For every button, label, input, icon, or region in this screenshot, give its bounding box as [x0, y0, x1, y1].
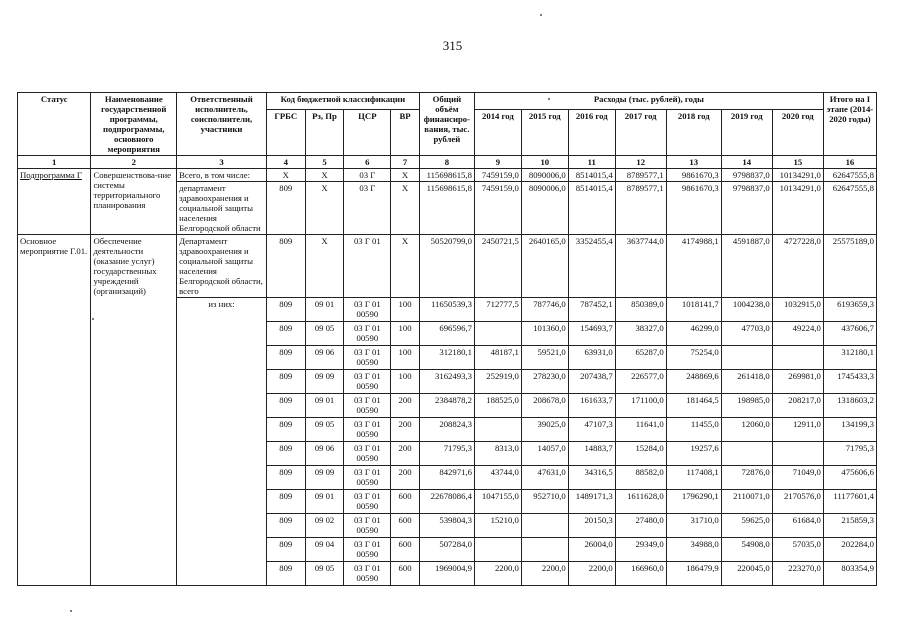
total-funding-cell: 50520799,0	[419, 235, 474, 298]
page-number: 315	[442, 38, 463, 53]
stage-total-cell: 71795,3	[823, 442, 876, 466]
scan-speck	[70, 610, 72, 612]
total-funding-cell: 208824,3	[419, 418, 474, 442]
header-year: 2018 год	[666, 110, 721, 156]
rzpr-cell: 09 05	[305, 562, 344, 586]
vr-cell: 200	[391, 418, 420, 442]
total-funding-cell: 2384878,2	[419, 394, 474, 418]
year-2020-cell: 57035,0	[772, 538, 823, 562]
csr-cell: 03 Г 01 00590	[344, 562, 391, 586]
column-number: 16	[823, 156, 876, 169]
year-2018-cell: 34988,0	[666, 538, 721, 562]
rzpr-cell: Х	[305, 235, 344, 298]
grbs-cell: Х	[266, 169, 305, 182]
year-2018-cell: 11455,0	[666, 418, 721, 442]
grbs-cell: 809	[266, 182, 305, 235]
year-2020-cell: 223270,0	[772, 562, 823, 586]
year-2018-cell: 46299,0	[666, 322, 721, 346]
year-2015-cell: 2200,0	[521, 562, 568, 586]
header-vr: ВР	[391, 110, 420, 156]
year-2015-cell	[521, 514, 568, 538]
year-2016-cell: 8514015,4	[568, 182, 615, 235]
rzpr-cell: 09 06	[305, 346, 344, 370]
year-2018-cell: 181464,5	[666, 394, 721, 418]
stage-total-cell: 62647555,8	[823, 182, 876, 235]
year-2015-cell: 59521,0	[521, 346, 568, 370]
year-2017-cell: 3637744,0	[615, 235, 666, 298]
column-number: 10	[521, 156, 568, 169]
total-funding-cell: 1969004,9	[419, 562, 474, 586]
total-funding-cell: 539804,3	[419, 514, 474, 538]
total-funding-cell: 507284,0	[419, 538, 474, 562]
year-2017-cell: 166960,0	[615, 562, 666, 586]
year-2018-cell: 9861670,3	[666, 182, 721, 235]
stage-total-cell: 6193659,3	[823, 298, 876, 322]
rzpr-cell: 09 06	[305, 442, 344, 466]
column-number: 15	[772, 156, 823, 169]
year-2019-cell	[721, 442, 772, 466]
year-2020-cell	[772, 346, 823, 370]
year-2019-cell: 12060,0	[721, 418, 772, 442]
csr-cell: 03 Г 01 00590	[344, 298, 391, 322]
year-2016-cell: 26004,0	[568, 538, 615, 562]
header-rzpr: Рз, Пр	[305, 110, 344, 156]
rzpr-cell: 09 05	[305, 418, 344, 442]
column-number: 1	[18, 156, 91, 169]
status-cell: Подпрограмма Г	[18, 169, 91, 235]
year-2017-cell: 11641,0	[615, 418, 666, 442]
rzpr-cell: 09 01	[305, 298, 344, 322]
year-2016-cell: 2200,0	[568, 562, 615, 586]
header-stage-total: Итого на I этапе (2014-2020 годы)	[823, 93, 876, 156]
year-2019-cell: 9798837,0	[721, 182, 772, 235]
year-2014-cell: 2200,0	[474, 562, 521, 586]
rzpr-cell: 09 01	[305, 490, 344, 514]
responsible-cell: Департамент здравоохранения и социальной защиты населения Белгородской области, всего	[177, 235, 267, 298]
year-2020-cell: 2170576,0	[772, 490, 823, 514]
column-number: 8	[419, 156, 474, 169]
year-2018-cell: 117408,1	[666, 466, 721, 490]
year-2016-cell: 34316,5	[568, 466, 615, 490]
csr-cell: 03 Г 01 00590	[344, 346, 391, 370]
year-2017-cell: 171100,0	[615, 394, 666, 418]
grbs-cell: 809	[266, 298, 305, 322]
header-expenses: Расходы (тыс. рублей), годы	[474, 93, 823, 110]
year-2014-cell: 48187,1	[474, 346, 521, 370]
vr-cell: 200	[391, 466, 420, 490]
grbs-cell: 809	[266, 538, 305, 562]
csr-cell: 03 Г 01 00590	[344, 394, 391, 418]
year-2016-cell: 47107,3	[568, 418, 615, 442]
year-2015-cell: 47631,0	[521, 466, 568, 490]
vr-cell: Х	[391, 182, 420, 235]
year-2015-cell: 278230,0	[521, 370, 568, 394]
year-2014-cell: 1047155,0	[474, 490, 521, 514]
scan-speck	[92, 318, 94, 320]
column-number: 11	[568, 156, 615, 169]
year-2014-cell: 188525,0	[474, 394, 521, 418]
year-2020-cell: 10134291,0	[772, 182, 823, 235]
header-budget-code: Код бюджетной классификации	[266, 93, 419, 110]
column-number: 6	[344, 156, 391, 169]
stage-total-cell: 215859,3	[823, 514, 876, 538]
year-2020-cell: 269981,0	[772, 370, 823, 394]
year-2014-cell: 8313,0	[474, 442, 521, 466]
stage-total-cell: 475606,6	[823, 466, 876, 490]
total-funding-cell: 842971,6	[419, 466, 474, 490]
stage-total-cell: 134199,3	[823, 418, 876, 442]
year-2019-cell: 4591887,0	[721, 235, 772, 298]
vr-cell: 200	[391, 394, 420, 418]
scan-speck	[548, 98, 550, 100]
year-2015-cell: 39025,0	[521, 418, 568, 442]
year-2018-cell: 4174988,1	[666, 235, 721, 298]
year-2020-cell: 12911,0	[772, 418, 823, 442]
csr-cell: 03 Г 01 00590	[344, 490, 391, 514]
grbs-cell: 809	[266, 466, 305, 490]
year-2018-cell: 186479,9	[666, 562, 721, 586]
name-cell: Обеспечение деятельности (оказание услуг) государственных учреждений (организаций)	[91, 235, 177, 586]
vr-cell: 600	[391, 538, 420, 562]
csr-cell: 03 Г	[344, 169, 391, 182]
column-number: 2	[91, 156, 177, 169]
header-year: 2020 год	[772, 110, 823, 156]
year-2018-cell: 1018141,7	[666, 298, 721, 322]
year-2014-cell: 712777,5	[474, 298, 521, 322]
year-2015-cell: 14057,0	[521, 442, 568, 466]
year-2016-cell: 3352455,4	[568, 235, 615, 298]
year-2014-cell: 15210,0	[474, 514, 521, 538]
year-2015-cell: 8090006,0	[521, 169, 568, 182]
year-2017-cell: 29349,0	[615, 538, 666, 562]
year-2019-cell: 261418,0	[721, 370, 772, 394]
grbs-cell: 809	[266, 394, 305, 418]
vr-cell: 600	[391, 562, 420, 586]
rzpr-cell: 09 09	[305, 370, 344, 394]
year-2015-cell: 952710,0	[521, 490, 568, 514]
grbs-cell: 809	[266, 370, 305, 394]
year-2019-cell	[721, 346, 772, 370]
csr-cell: 03 Г 01	[344, 235, 391, 298]
header-status: Статус	[18, 93, 91, 156]
stage-total-cell: 62647555,8	[823, 169, 876, 182]
csr-cell: 03 Г 01 00590	[344, 442, 391, 466]
year-2017-cell: 8789577,1	[615, 182, 666, 235]
header-year: 2016 год	[568, 110, 615, 156]
header-year: 2015 год	[521, 110, 568, 156]
of-which-cell: из них:	[177, 298, 267, 586]
year-2020-cell	[772, 442, 823, 466]
year-2019-cell: 54908,0	[721, 538, 772, 562]
grbs-cell: 809	[266, 322, 305, 346]
csr-cell: 03 Г 01 00590	[344, 418, 391, 442]
csr-cell: 03 Г 01 00590	[344, 514, 391, 538]
stage-total-cell: 803354,9	[823, 562, 876, 586]
year-2017-cell: 8789577,1	[615, 169, 666, 182]
header-year: 2014 год	[474, 110, 521, 156]
csr-cell: 03 Г 01 00590	[344, 538, 391, 562]
status-cell: Основное мероприятие Г.01.	[18, 235, 91, 586]
year-2019-cell: 198985,0	[721, 394, 772, 418]
header-total-funding: Общий объём финансиро-вания, тыс. рублей	[419, 93, 474, 156]
column-number: 12	[615, 156, 666, 169]
total-funding-cell: 115698615,8	[419, 182, 474, 235]
column-numbers-row	[18, 156, 877, 169]
year-2019-cell: 2110071,0	[721, 490, 772, 514]
grbs-cell: 809	[266, 346, 305, 370]
column-number: 4	[266, 156, 305, 169]
total-funding-cell: 312180,1	[419, 346, 474, 370]
total-funding-cell: 11650539,3	[419, 298, 474, 322]
year-2016-cell: 14883,7	[568, 442, 615, 466]
year-2018-cell: 248869,6	[666, 370, 721, 394]
year-2018-cell: 9861670,3	[666, 169, 721, 182]
grbs-cell: 809	[266, 442, 305, 466]
stage-total-cell: 25575189,0	[823, 235, 876, 298]
vr-cell: 100	[391, 322, 420, 346]
name-cell: Совершенствова-ние системы территориального планирования	[91, 169, 177, 235]
total-funding-cell: 115698615,8	[419, 169, 474, 182]
year-2017-cell: 1611628,0	[615, 490, 666, 514]
stage-total-cell: 1318603,2	[823, 394, 876, 418]
vr-cell: 100	[391, 298, 420, 322]
csr-cell: 03 Г 01 00590	[344, 370, 391, 394]
csr-cell: 03 Г 01 00590	[344, 322, 391, 346]
column-number: 13	[666, 156, 721, 169]
column-number: 14	[721, 156, 772, 169]
year-2020-cell: 1032915,0	[772, 298, 823, 322]
year-2015-cell: 208678,0	[521, 394, 568, 418]
year-2017-cell: 27480,0	[615, 514, 666, 538]
header-grbs: ГРБС	[266, 110, 305, 156]
year-2018-cell: 31710,0	[666, 514, 721, 538]
year-2014-cell	[474, 418, 521, 442]
stage-total-cell: 202284,0	[823, 538, 876, 562]
responsible-cell: Всего, в том числе:	[177, 169, 267, 182]
year-2017-cell: 65287,0	[615, 346, 666, 370]
rzpr-cell: 09 02	[305, 514, 344, 538]
column-number: 7	[391, 156, 420, 169]
grbs-cell: 809	[266, 490, 305, 514]
budget-table	[17, 92, 877, 586]
grbs-cell: 809	[266, 514, 305, 538]
year-2016-cell: 20150,3	[568, 514, 615, 538]
year-2017-cell: 15284,0	[615, 442, 666, 466]
vr-cell: Х	[391, 169, 420, 182]
vr-cell: 600	[391, 514, 420, 538]
year-2014-cell: 252919,0	[474, 370, 521, 394]
year-2017-cell: 38327,0	[615, 322, 666, 346]
column-number: 3	[177, 156, 267, 169]
year-2018-cell: 75254,0	[666, 346, 721, 370]
header-responsible: Ответственный исполнитель, соисполнители, участники	[177, 93, 267, 156]
stage-total-cell: 1745433,3	[823, 370, 876, 394]
total-funding-cell: 22678086,4	[419, 490, 474, 514]
vr-cell: 100	[391, 346, 420, 370]
year-2019-cell: 59625,0	[721, 514, 772, 538]
year-2014-cell: 43744,0	[474, 466, 521, 490]
year-2020-cell: 208217,0	[772, 394, 823, 418]
year-2018-cell: 19257,6	[666, 442, 721, 466]
year-2017-cell: 850389,0	[615, 298, 666, 322]
total-funding-cell: 3162493,3	[419, 370, 474, 394]
stage-total-cell: 437606,7	[823, 322, 876, 346]
vr-cell: 600	[391, 490, 420, 514]
year-2014-cell	[474, 538, 521, 562]
year-2020-cell: 49224,0	[772, 322, 823, 346]
header-csr: ЦСР	[344, 110, 391, 156]
main-activity-total-row	[18, 235, 877, 298]
subprogram-row	[18, 169, 877, 182]
year-2014-cell: 7459159,0	[474, 182, 521, 235]
year-2015-cell: 787746,0	[521, 298, 568, 322]
year-2019-cell: 9798837,0	[721, 169, 772, 182]
year-2020-cell: 71049,0	[772, 466, 823, 490]
responsible-cell: департамент здравоохранения и социальной защиты населения Белгородской области	[177, 182, 267, 235]
header-year: 2019 год	[721, 110, 772, 156]
stage-total-cell: 312180,1	[823, 346, 876, 370]
rzpr-cell: Х	[305, 182, 344, 235]
column-number: 9	[474, 156, 521, 169]
total-funding-cell: 71795,3	[419, 442, 474, 466]
year-2017-cell: 88582,0	[615, 466, 666, 490]
rzpr-cell: Х	[305, 169, 344, 182]
grbs-cell: 809	[266, 235, 305, 298]
csr-cell: 03 Г 01 00590	[344, 466, 391, 490]
year-2015-cell: 2640165,0	[521, 235, 568, 298]
vr-cell: Х	[391, 235, 420, 298]
scan-speck	[540, 14, 542, 16]
year-2016-cell: 787452,1	[568, 298, 615, 322]
vr-cell: 200	[391, 442, 420, 466]
year-2018-cell: 1796290,1	[666, 490, 721, 514]
header-name: Наименование государственной программы, подпрограммы, основного мероприятия	[91, 93, 177, 156]
header-year: 2017 год	[615, 110, 666, 156]
year-2016-cell: 1489171,3	[568, 490, 615, 514]
stage-total-cell: 11177601,4	[823, 490, 876, 514]
rzpr-cell: 09 01	[305, 394, 344, 418]
year-2016-cell: 63931,0	[568, 346, 615, 370]
year-2017-cell: 226577,0	[615, 370, 666, 394]
year-2015-cell: 8090006,0	[521, 182, 568, 235]
year-2015-cell	[521, 538, 568, 562]
grbs-cell: 809	[266, 418, 305, 442]
rzpr-cell: 09 04	[305, 538, 344, 562]
rzpr-cell: 09 09	[305, 466, 344, 490]
year-2016-cell: 161633,7	[568, 394, 615, 418]
year-2020-cell: 4727228,0	[772, 235, 823, 298]
year-2016-cell: 154693,7	[568, 322, 615, 346]
year-2019-cell: 220045,0	[721, 562, 772, 586]
csr-cell: 03 Г	[344, 182, 391, 235]
year-2016-cell: 8514015,4	[568, 169, 615, 182]
rzpr-cell: 09 05	[305, 322, 344, 346]
year-2014-cell: 2450721,5	[474, 235, 521, 298]
total-funding-cell: 696596,7	[419, 322, 474, 346]
year-2020-cell: 61684,0	[772, 514, 823, 538]
year-2019-cell: 1004238,0	[721, 298, 772, 322]
year-2014-cell	[474, 322, 521, 346]
year-2019-cell: 72876,0	[721, 466, 772, 490]
year-2020-cell: 10134291,0	[772, 169, 823, 182]
year-2014-cell: 7459159,0	[474, 169, 521, 182]
year-2015-cell: 101360,0	[521, 322, 568, 346]
column-number: 5	[305, 156, 344, 169]
grbs-cell: 809	[266, 562, 305, 586]
vr-cell: 100	[391, 370, 420, 394]
year-2019-cell: 47703,0	[721, 322, 772, 346]
year-2016-cell: 207438,7	[568, 370, 615, 394]
